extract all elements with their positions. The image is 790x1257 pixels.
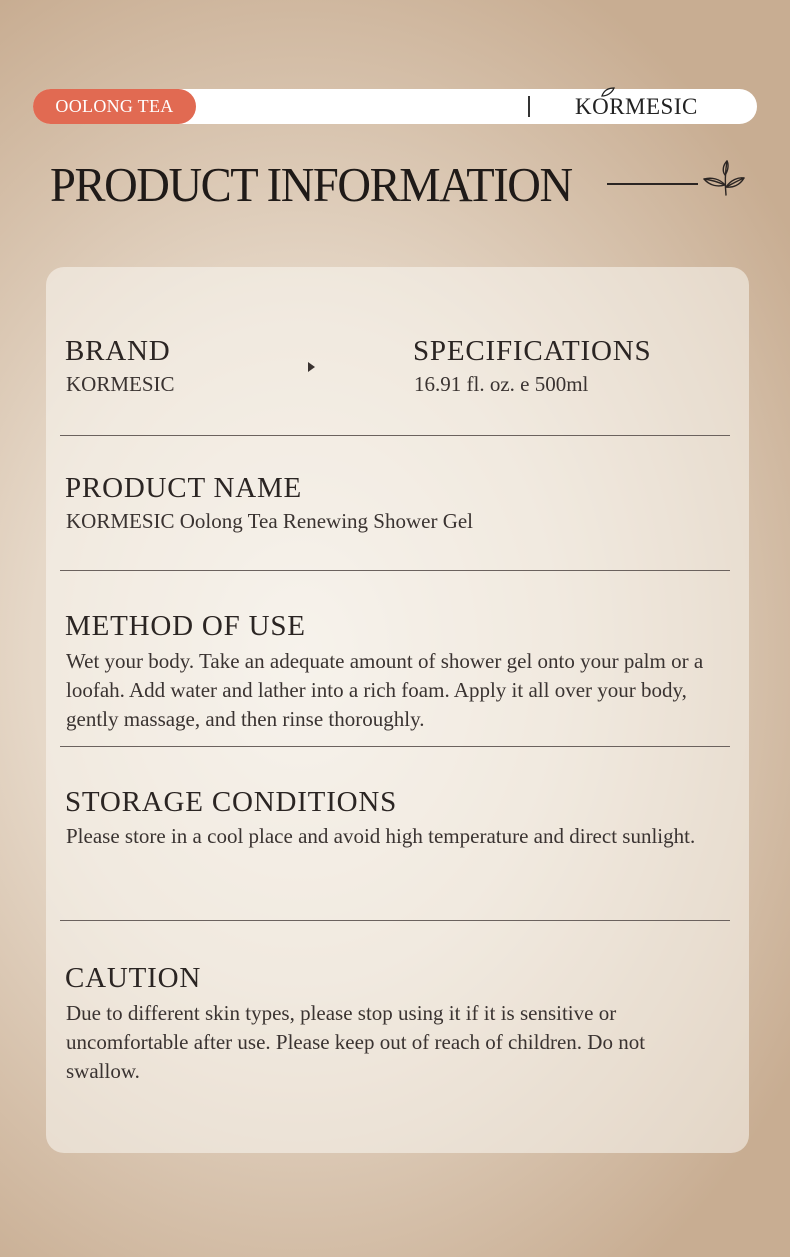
section-divider	[60, 435, 730, 436]
product-name-heading: PRODUCT NAME	[65, 472, 303, 504]
section-divider	[60, 746, 730, 747]
title-divider-line	[607, 183, 698, 185]
arrow-right-icon	[308, 362, 315, 372]
info-card	[46, 267, 749, 1153]
specifications-value: 16.91 fl. oz. e 500ml	[414, 372, 589, 396]
brand-value: KORMESIC	[66, 372, 175, 396]
header-divider	[528, 96, 530, 117]
logo-leaf-icon	[600, 86, 616, 98]
section-divider	[60, 920, 730, 921]
caution-value: Due to different skin types, please stop using it if it is sensitive or uncomfortable after use. Please keep out of reach of children. Do not swallow.	[66, 1001, 646, 1083]
method-of-use-heading: METHOD OF USE	[65, 610, 306, 642]
method-of-use-value: Wet your body. Take an adequate amount of shower gel onto your palm or a loofah. Add water and lather into a rich foam. Apply it all over your body, gently massage, and then rinse thoroughly.	[66, 649, 704, 731]
storage-conditions-heading: STORAGE CONDITIONS	[65, 786, 398, 818]
specifications-heading: SPECIFICATIONS	[413, 335, 652, 367]
header-bar	[33, 89, 757, 124]
section-divider	[60, 570, 730, 571]
caution-heading: CAUTION	[65, 962, 202, 994]
storage-conditions-value: Please store in a cool place and avoid high temperature and direct sunlight.	[66, 824, 696, 848]
brand-logo: KORMESIC	[575, 94, 698, 119]
page-title: PRODUCT INFORMATION	[50, 157, 572, 212]
product-tag: OOLONG TEA	[33, 89, 196, 124]
product-name-value: KORMESIC Oolong Tea Renewing Shower Gel	[66, 509, 474, 533]
brand-heading: BRAND	[65, 335, 171, 367]
tea-leaf-icon	[700, 155, 748, 197]
